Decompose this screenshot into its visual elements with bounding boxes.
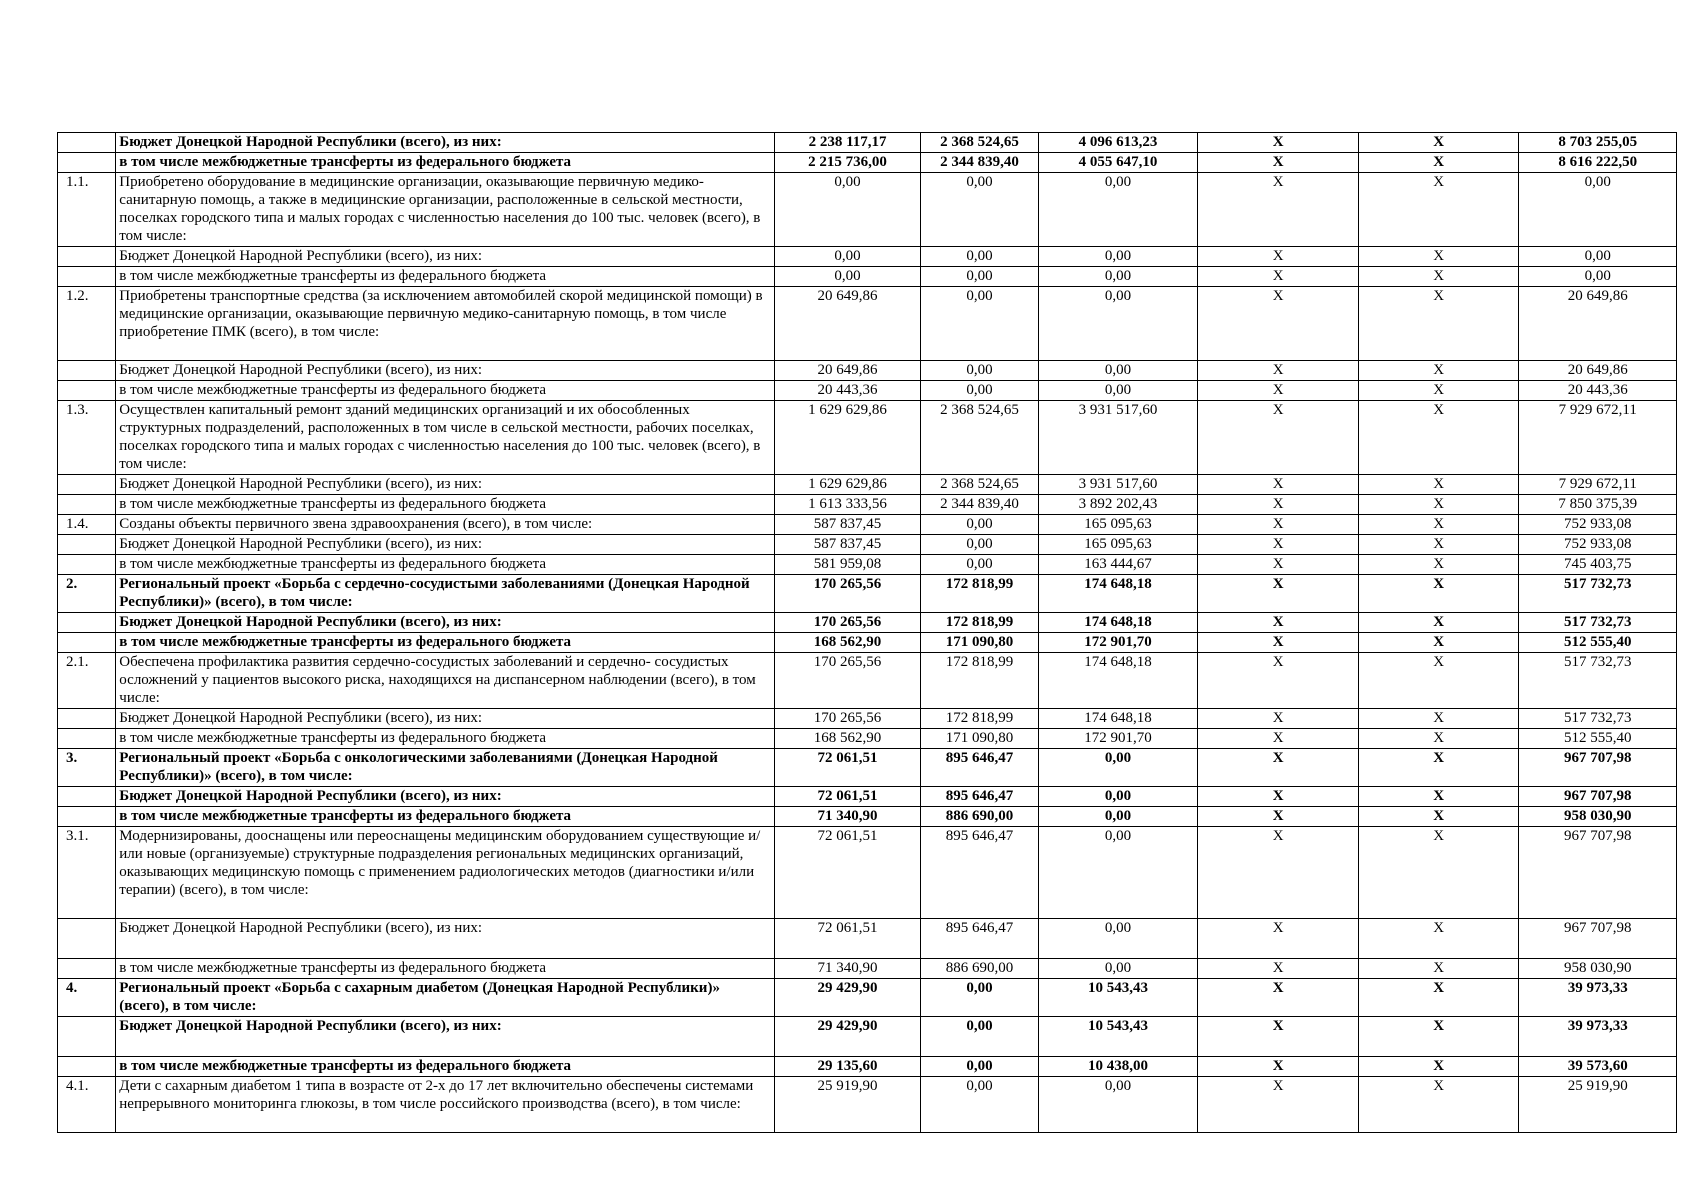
table-row: [58, 979, 1677, 1017]
table-row: [58, 515, 1677, 535]
value-col-3: 4 055 647,10: [1038, 153, 1198, 173]
value-col-3: 0,00: [1038, 959, 1198, 979]
value-col-2: 0,00: [921, 381, 1039, 401]
mark-col-4: X: [1198, 613, 1359, 633]
value-col-1: 2 238 117,17: [774, 133, 920, 153]
mark-col-5: X: [1358, 173, 1519, 247]
row-number: [58, 919, 116, 959]
mark-col-4: X: [1198, 515, 1359, 535]
value-col-3: 0,00: [1038, 919, 1198, 959]
table-row: [58, 919, 1677, 959]
value-col-1: 0,00: [774, 267, 920, 287]
table-row: [58, 633, 1677, 653]
value-col-1: 29 429,90: [774, 1017, 920, 1057]
value-col-1: 0,00: [774, 247, 920, 267]
value-col-3: 165 095,63: [1038, 515, 1198, 535]
value-col-2: 895 646,47: [921, 787, 1039, 807]
table-row: [58, 381, 1677, 401]
total-value: 967 707,98: [1519, 919, 1677, 959]
value-col-1: 25 919,90: [774, 1077, 920, 1133]
value-col-1: 72 061,51: [774, 919, 920, 959]
row-name: Региональный проект «Борьба с онкологическими заболеваниями (Донецкая Народной Республики)» (всего), в том числе:: [116, 749, 775, 787]
total-value: 0,00: [1519, 267, 1677, 287]
value-col-2: 886 690,00: [921, 959, 1039, 979]
mark-col-4: X: [1198, 709, 1359, 729]
mark-col-4: X: [1198, 1017, 1359, 1057]
row-name: Региональный проект «Борьба с сахарным диабетом (Донецкая Народной Республики)» (всего), в том числе:: [116, 979, 775, 1017]
mark-col-5: X: [1358, 361, 1519, 381]
value-col-1: 587 837,45: [774, 515, 920, 535]
table-row: [58, 807, 1677, 827]
row-name: Региональный проект «Борьба с сердечно-сосудистыми заболеваниями (Донецкая Народной Республики)» (всего), в том числе:: [116, 575, 775, 613]
value-col-2: 0,00: [921, 1077, 1039, 1133]
mark-col-4: X: [1198, 633, 1359, 653]
mark-col-5: X: [1358, 919, 1519, 959]
value-col-2: 2 368 524,65: [921, 475, 1039, 495]
mark-col-5: X: [1358, 153, 1519, 173]
row-name: Бюджет Донецкой Народной Республики (всего), из них:: [116, 133, 775, 153]
value-col-1: 170 265,56: [774, 575, 920, 613]
value-col-2: 0,00: [921, 267, 1039, 287]
value-col-2: 0,00: [921, 1017, 1039, 1057]
value-col-3: 163 444,67: [1038, 555, 1198, 575]
mark-col-4: X: [1198, 1057, 1359, 1077]
value-col-3: 172 901,70: [1038, 729, 1198, 749]
row-name: Дети с сахарным диабетом 1 типа в возрасте от 2-х до 17 лет включительно обеспечены системами непрерывного мониторинга глюкозы, в том числе российского производства (всего), в том числе:: [116, 1077, 775, 1133]
value-col-1: 29 429,90: [774, 979, 920, 1017]
row-name: в том числе межбюджетные трансферты из федерального бюджета: [116, 633, 775, 653]
value-col-3: 3 931 517,60: [1038, 475, 1198, 495]
mark-col-5: X: [1358, 287, 1519, 361]
total-value: 20 649,86: [1519, 287, 1677, 361]
value-col-2: 0,00: [921, 173, 1039, 247]
value-col-2: 2 344 839,40: [921, 153, 1039, 173]
value-col-2: 886 690,00: [921, 807, 1039, 827]
row-name: Обеспечена профилактика развития сердечно-сосудистых заболеваний и сердечно- сосудистых осложнений у пациентов высокого риска, находящихся на диспансерном наблюдении (всего), в том числе:: [116, 653, 775, 709]
value-col-3: 0,00: [1038, 361, 1198, 381]
row-number: 3.1.: [58, 827, 116, 919]
table-row: [58, 267, 1677, 287]
value-col-3: 174 648,18: [1038, 653, 1198, 709]
total-value: 517 732,73: [1519, 653, 1677, 709]
row-number: 4.1.: [58, 1077, 116, 1133]
row-number: [58, 613, 116, 633]
value-col-2: 895 646,47: [921, 749, 1039, 787]
total-value: 958 030,90: [1519, 959, 1677, 979]
row-name: в том числе межбюджетные трансферты из федерального бюджета: [116, 1057, 775, 1077]
total-value: 517 732,73: [1519, 575, 1677, 613]
table-row: [58, 555, 1677, 575]
row-number: [58, 1017, 116, 1057]
row-name: Бюджет Донецкой Народной Республики (всего), из них:: [116, 613, 775, 633]
value-col-1: 72 061,51: [774, 749, 920, 787]
row-number: 4.: [58, 979, 116, 1017]
value-col-3: 172 901,70: [1038, 633, 1198, 653]
value-col-2: 0,00: [921, 1057, 1039, 1077]
row-name: Бюджет Донецкой Народной Республики (всего), из них:: [116, 709, 775, 729]
value-col-1: 168 562,90: [774, 633, 920, 653]
row-name: в том числе межбюджетные трансферты из федерального бюджета: [116, 959, 775, 979]
value-col-1: 29 135,60: [774, 1057, 920, 1077]
row-number: [58, 807, 116, 827]
row-name: Бюджет Донецкой Народной Республики (всего), из них:: [116, 535, 775, 555]
row-number: [58, 475, 116, 495]
value-col-2: 0,00: [921, 361, 1039, 381]
row-number: 1.1.: [58, 173, 116, 247]
mark-col-5: X: [1358, 633, 1519, 653]
mark-col-4: X: [1198, 133, 1359, 153]
mark-col-5: X: [1358, 653, 1519, 709]
row-number: [58, 381, 116, 401]
row-number: 3.: [58, 749, 116, 787]
table-row: [58, 749, 1677, 787]
mark-col-4: X: [1198, 749, 1359, 787]
row-name: в том числе межбюджетные трансферты из федерального бюджета: [116, 807, 775, 827]
mark-col-4: X: [1198, 401, 1359, 475]
row-name: Бюджет Донецкой Народной Республики (всего), из них:: [116, 1017, 775, 1057]
value-col-2: 172 818,99: [921, 653, 1039, 709]
mark-col-5: X: [1358, 729, 1519, 749]
total-value: 752 933,08: [1519, 535, 1677, 555]
value-col-2: 0,00: [921, 247, 1039, 267]
value-col-1: 1 613 333,56: [774, 495, 920, 515]
value-col-1: 587 837,45: [774, 535, 920, 555]
budget-table: [57, 132, 1677, 1133]
value-col-3: 0,00: [1038, 173, 1198, 247]
mark-col-4: X: [1198, 475, 1359, 495]
value-col-1: 20 649,86: [774, 361, 920, 381]
value-col-3: 0,00: [1038, 749, 1198, 787]
value-col-1: 1 629 629,86: [774, 475, 920, 495]
value-col-3: 0,00: [1038, 1077, 1198, 1133]
mark-col-4: X: [1198, 827, 1359, 919]
mark-col-5: X: [1358, 555, 1519, 575]
row-number: [58, 959, 116, 979]
row-name: в том числе межбюджетные трансферты из федерального бюджета: [116, 153, 775, 173]
mark-col-4: X: [1198, 919, 1359, 959]
total-value: 958 030,90: [1519, 807, 1677, 827]
mark-col-4: X: [1198, 153, 1359, 173]
mark-col-5: X: [1358, 807, 1519, 827]
table-row: [58, 613, 1677, 633]
table-row: [58, 401, 1677, 475]
value-col-2: 2 344 839,40: [921, 495, 1039, 515]
value-col-2: 172 818,99: [921, 613, 1039, 633]
total-value: 7 929 672,11: [1519, 401, 1677, 475]
value-col-2: 2 368 524,65: [921, 133, 1039, 153]
mark-col-5: X: [1358, 495, 1519, 515]
value-col-2: 171 090,80: [921, 633, 1039, 653]
row-number: [58, 1057, 116, 1077]
value-col-3: 0,00: [1038, 807, 1198, 827]
table-row: [58, 287, 1677, 361]
value-col-1: 71 340,90: [774, 807, 920, 827]
value-col-3: 3 931 517,60: [1038, 401, 1198, 475]
row-name: в том числе межбюджетные трансферты из федерального бюджета: [116, 381, 775, 401]
row-number: [58, 133, 116, 153]
mark-col-5: X: [1358, 247, 1519, 267]
value-col-2: 895 646,47: [921, 919, 1039, 959]
row-number: [58, 535, 116, 555]
table-row: [58, 827, 1677, 919]
value-col-1: 0,00: [774, 173, 920, 247]
mark-col-5: X: [1358, 475, 1519, 495]
value-col-1: 72 061,51: [774, 827, 920, 919]
total-value: 0,00: [1519, 173, 1677, 247]
row-name: Осуществлен капитальный ремонт зданий медицинских организаций и их обособленных структурных подразделений, расположенных в том числе в сельской местности, рабочих поселках, поселках городского типа и малых городах с численностью населения до 100 тыс. человек (всего), в том числе:: [116, 401, 775, 475]
value-col-2: 0,00: [921, 287, 1039, 361]
row-name: Бюджет Донецкой Народной Республики (всего), из них:: [116, 247, 775, 267]
total-value: 0,00: [1519, 247, 1677, 267]
mark-col-5: X: [1358, 1077, 1519, 1133]
table-row: [58, 173, 1677, 247]
mark-col-5: X: [1358, 787, 1519, 807]
value-col-1: 72 061,51: [774, 787, 920, 807]
mark-col-5: X: [1358, 575, 1519, 613]
total-value: 967 707,98: [1519, 749, 1677, 787]
total-value: 512 555,40: [1519, 633, 1677, 653]
mark-col-5: X: [1358, 613, 1519, 633]
table-row: [58, 361, 1677, 381]
row-name: Модернизированы, дооснащены или переоснащены медицинским оборудованием существующие и/или новые (организуемые) структурные подразделения региональных медицинских организаций, оказывающих медицинскую помощь с применением радиологических методов (диагностики и/или терапии) (всего), в том числе:: [116, 827, 775, 919]
row-number: [58, 361, 116, 381]
row-name: Бюджет Донецкой Народной Республики (всего), из них:: [116, 919, 775, 959]
table-row: [58, 475, 1677, 495]
table-row: [58, 495, 1677, 515]
mark-col-5: X: [1358, 959, 1519, 979]
value-col-2: 2 368 524,65: [921, 401, 1039, 475]
table-row: [58, 1057, 1677, 1077]
value-col-3: 174 648,18: [1038, 709, 1198, 729]
value-col-3: 10 543,43: [1038, 979, 1198, 1017]
mark-col-4: X: [1198, 979, 1359, 1017]
table-row: [58, 959, 1677, 979]
row-number: [58, 495, 116, 515]
total-value: 8 616 222,50: [1519, 153, 1677, 173]
value-col-3: 174 648,18: [1038, 613, 1198, 633]
value-col-2: 0,00: [921, 515, 1039, 535]
mark-col-4: X: [1198, 381, 1359, 401]
row-name: в том числе межбюджетные трансферты из федерального бюджета: [116, 495, 775, 515]
value-col-1: 1 629 629,86: [774, 401, 920, 475]
row-number: [58, 709, 116, 729]
total-value: 39 973,33: [1519, 1017, 1677, 1057]
total-value: 517 732,73: [1519, 709, 1677, 729]
value-col-2: 172 818,99: [921, 709, 1039, 729]
value-col-2: 172 818,99: [921, 575, 1039, 613]
mark-col-4: X: [1198, 361, 1359, 381]
mark-col-5: X: [1358, 1017, 1519, 1057]
row-number: [58, 787, 116, 807]
value-col-2: 0,00: [921, 535, 1039, 555]
row-number: [58, 729, 116, 749]
mark-col-4: X: [1198, 959, 1359, 979]
value-col-3: 0,00: [1038, 381, 1198, 401]
mark-col-5: X: [1358, 1057, 1519, 1077]
value-col-1: 170 265,56: [774, 653, 920, 709]
table-row: [58, 729, 1677, 749]
mark-col-4: X: [1198, 535, 1359, 555]
value-col-1: 20 443,36: [774, 381, 920, 401]
row-name: Созданы объекты первичного звена здравоохранения (всего), в том числе:: [116, 515, 775, 535]
mark-col-5: X: [1358, 267, 1519, 287]
value-col-3: 3 892 202,43: [1038, 495, 1198, 515]
row-name: Приобретено оборудование в медицинские организации, оказывающие первичную медико-санитарную помощь, а также в медицинские организации, расположенные в сельской местности, поселках городского типа и малых городах с численностью населения до 100 тыс. человек (всего), в том числе:: [116, 173, 775, 247]
table-row: [58, 1077, 1677, 1133]
row-number: [58, 247, 116, 267]
value-col-3: 0,00: [1038, 247, 1198, 267]
row-number: 1.2.: [58, 287, 116, 361]
value-col-2: 895 646,47: [921, 827, 1039, 919]
row-number: [58, 267, 116, 287]
value-col-3: 4 096 613,23: [1038, 133, 1198, 153]
value-col-3: 0,00: [1038, 827, 1198, 919]
value-col-2: 171 090,80: [921, 729, 1039, 749]
table-row: [58, 1017, 1677, 1057]
table-row: [58, 133, 1677, 153]
value-col-3: 174 648,18: [1038, 575, 1198, 613]
mark-col-5: X: [1358, 979, 1519, 1017]
value-col-3: 0,00: [1038, 787, 1198, 807]
mark-col-5: X: [1358, 535, 1519, 555]
value-col-3: 10 438,00: [1038, 1057, 1198, 1077]
value-col-2: 0,00: [921, 979, 1039, 1017]
value-col-1: 170 265,56: [774, 709, 920, 729]
row-number: [58, 633, 116, 653]
mark-col-5: X: [1358, 401, 1519, 475]
total-value: 20 443,36: [1519, 381, 1677, 401]
value-col-1: 581 959,08: [774, 555, 920, 575]
row-number: 2.: [58, 575, 116, 613]
table-row: [58, 153, 1677, 173]
mark-col-4: X: [1198, 1077, 1359, 1133]
total-value: 967 707,98: [1519, 787, 1677, 807]
total-value: 7 850 375,39: [1519, 495, 1677, 515]
row-name: в том числе межбюджетные трансферты из федерального бюджета: [116, 555, 775, 575]
row-name: Бюджет Донецкой Народной Республики (всего), из них:: [116, 787, 775, 807]
mark-col-4: X: [1198, 555, 1359, 575]
table-row: [58, 535, 1677, 555]
table-row: [58, 247, 1677, 267]
mark-col-4: X: [1198, 173, 1359, 247]
value-col-3: 0,00: [1038, 267, 1198, 287]
row-number: [58, 153, 116, 173]
mark-col-4: X: [1198, 575, 1359, 613]
mark-col-4: X: [1198, 653, 1359, 709]
total-value: 39 573,60: [1519, 1057, 1677, 1077]
value-col-3: 165 095,63: [1038, 535, 1198, 555]
value-col-1: 170 265,56: [774, 613, 920, 633]
mark-col-5: X: [1358, 827, 1519, 919]
table-row: [58, 575, 1677, 613]
row-name: Бюджет Донецкой Народной Республики (всего), из них:: [116, 475, 775, 495]
total-value: 20 649,86: [1519, 361, 1677, 381]
total-value: 517 732,73: [1519, 613, 1677, 633]
value-col-3: 0,00: [1038, 287, 1198, 361]
table-row: [58, 653, 1677, 709]
value-col-1: 168 562,90: [774, 729, 920, 749]
row-name: Приобретены транспортные средства (за исключением автомобилей скорой медицинской помощи) в медицинские организации, оказывающие первичную медико-санитарную помощь, в том числе приобретение ПМК (всего), в том числе:: [116, 287, 775, 361]
mark-col-4: X: [1198, 729, 1359, 749]
mark-col-5: X: [1358, 133, 1519, 153]
mark-col-4: X: [1198, 267, 1359, 287]
total-value: 25 919,90: [1519, 1077, 1677, 1133]
value-col-3: 10 543,43: [1038, 1017, 1198, 1057]
mark-col-4: X: [1198, 807, 1359, 827]
row-name: Бюджет Донецкой Народной Республики (всего), из них:: [116, 361, 775, 381]
total-value: 967 707,98: [1519, 827, 1677, 919]
value-col-2: 0,00: [921, 555, 1039, 575]
mark-col-5: X: [1358, 515, 1519, 535]
table-row: [58, 787, 1677, 807]
mark-col-4: X: [1198, 247, 1359, 267]
row-name: в том числе межбюджетные трансферты из федерального бюджета: [116, 729, 775, 749]
row-number: [58, 555, 116, 575]
mark-col-5: X: [1358, 381, 1519, 401]
value-col-1: 20 649,86: [774, 287, 920, 361]
mark-col-5: X: [1358, 749, 1519, 787]
total-value: 7 929 672,11: [1519, 475, 1677, 495]
row-number: 1.4.: [58, 515, 116, 535]
row-name: в том числе межбюджетные трансферты из федерального бюджета: [116, 267, 775, 287]
total-value: 752 933,08: [1519, 515, 1677, 535]
mark-col-4: X: [1198, 495, 1359, 515]
total-value: 745 403,75: [1519, 555, 1677, 575]
mark-col-4: X: [1198, 287, 1359, 361]
total-value: 39 973,33: [1519, 979, 1677, 1017]
mark-col-5: X: [1358, 709, 1519, 729]
total-value: 512 555,40: [1519, 729, 1677, 749]
row-number: 1.3.: [58, 401, 116, 475]
table-row: [58, 709, 1677, 729]
mark-col-4: X: [1198, 787, 1359, 807]
value-col-1: 71 340,90: [774, 959, 920, 979]
row-number: 2.1.: [58, 653, 116, 709]
value-col-1: 2 215 736,00: [774, 153, 920, 173]
total-value: 8 703 255,05: [1519, 133, 1677, 153]
